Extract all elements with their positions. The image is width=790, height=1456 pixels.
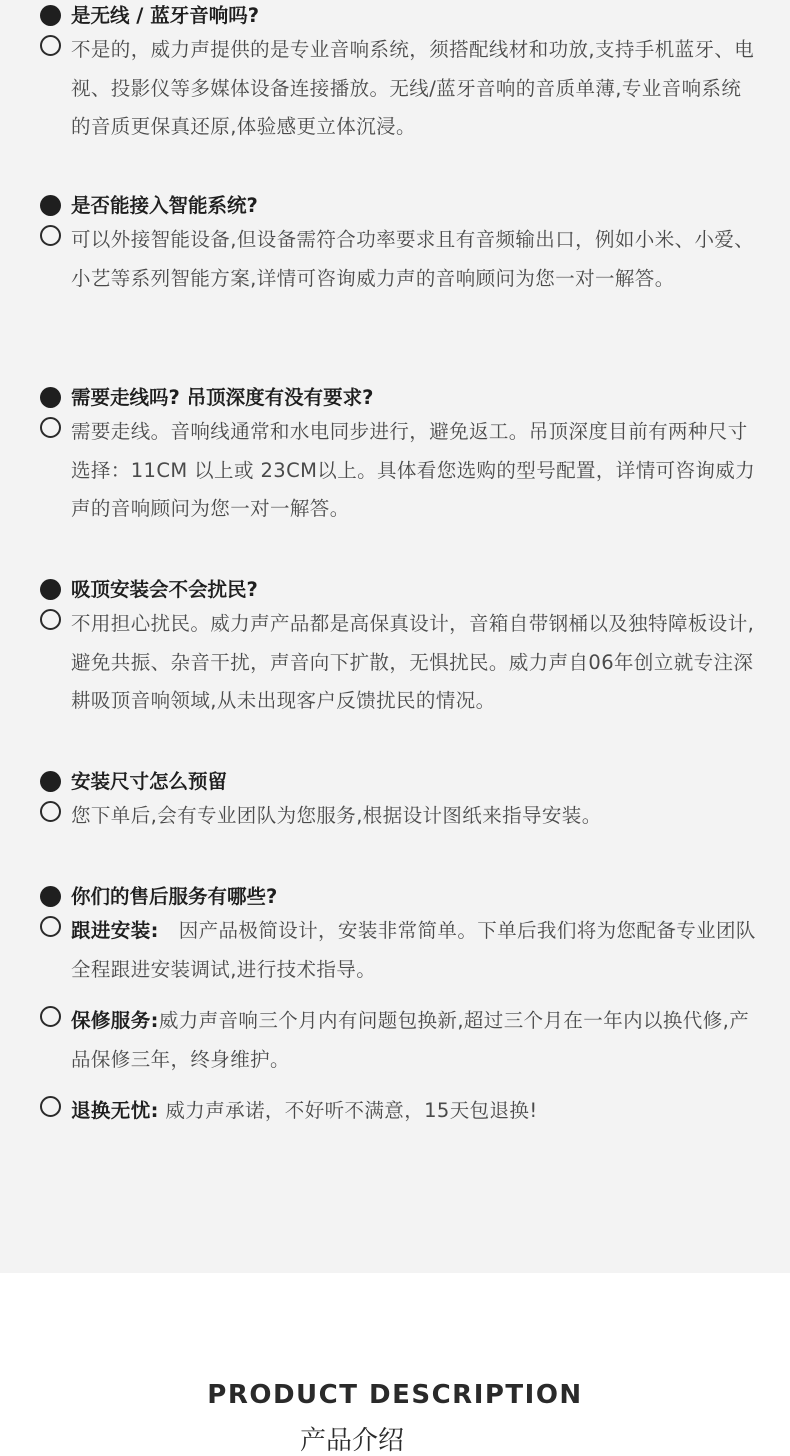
faq-question-row [0,1,790,31]
service-desc: 威力声音响三个月内有问题包换新,超过三个月在一年内以换代修,产品保修三年，终身维护。 [71,1009,750,1071]
hollow-bullet-icon [40,609,61,630]
faq-answer-row [0,221,790,298]
faq-question: 是否能接入智能系统? [71,194,258,217]
hollow-bullet-icon [40,916,61,937]
faq-question-row [0,191,790,221]
service-label: 退换无忧: [71,1099,159,1122]
hollow-bullet-icon [40,1006,61,1027]
hollow-bullet-icon [40,417,61,438]
filled-bullet-icon [40,886,61,907]
faq-item-after-sales [0,882,790,912]
faq-answer-row [0,605,790,721]
service-item-install [0,920,790,989]
service-item-return [0,1100,790,1131]
faq-answer: 不用担心扰民。威力声产品都是高保真设计，音箱自带钢桶以及独特障板设计,避免共振、杂音干扰，声音向下扩散，无惧扰民。威力声自06年创立就专注深耕吸顶音响领域,从未出现客户反馈扰民的情况。 [71,612,755,712]
faq-answer-row [0,912,790,989]
service-item-warranty [0,1010,790,1079]
hollow-bullet-icon [40,801,61,822]
faq-question: 需要走线吗? 吊顶深度有没有要求? [71,386,374,409]
service-text [71,912,761,989]
faq-answer-row [0,797,790,836]
faq-answer-row [0,413,790,529]
faq-answer: 可以外接智能设备,但设备需符合功率要求且有音频输出口，例如小米、小爱、小艺等系列智能方案,详情可咨询威力声的音响顾问为您一对一解答。 [71,228,755,290]
faq-question-row [0,575,790,605]
faq-answer: 需要走线。音响线通常和水电同步进行，避免返工。吊顶深度目前有两种尺寸选择：11CM 以上或 23CM以上。具体看您选购的型号配置，详情可咨询威力声的音响顾问为您一对一解答。 [71,420,756,520]
hollow-bullet-icon [40,1096,61,1117]
service-text [71,1092,761,1131]
faq-question-row [0,882,790,912]
faq-item-install-size [0,767,790,836]
section-heading: PRODUCT DESCRIPTION [207,1380,583,1410]
faq-question: 是无线 / 蓝牙音响吗? [71,4,260,27]
faq-question: 吸顶安装会不会扰民? [71,578,258,601]
faq-question-row [0,767,790,797]
filled-bullet-icon [40,387,61,408]
section-subheading [300,1426,500,1456]
faq-answer-row [0,1092,790,1131]
faq-answer-row [0,1002,790,1079]
faq-answer: 不是的，威力声提供的是专业音响系统，须搭配线材和功放,支持手机蓝牙、电视、投影仪等多媒体设备连接播放。无线/蓝牙音响的音质单薄,专业音响系统的音质更保真还原,体验感更立体沉浸。 [71,38,755,138]
filled-bullet-icon [40,579,61,600]
service-desc: 因产品极简设计，安装非常简单。下单后我们将为您配备专业团队全程跟进安装调试,进行技术指导。 [71,919,756,981]
service-desc: 威力声承诺，不好听不满意，15天包退换! [158,1099,538,1122]
filled-bullet-icon [40,5,61,26]
filled-bullet-icon [40,771,61,792]
faq-item-wiring [0,383,790,529]
service-text [71,1002,761,1079]
service-label: 跟进安装: [71,919,159,942]
faq-answer: 您下单后,会有专业团队为您服务,根据设计图纸来指导安装。 [71,804,602,827]
hollow-bullet-icon [40,35,61,56]
faq-answer-row [0,31,790,147]
faq-question: 你们的售后服务有哪些? [71,885,278,908]
filled-bullet-icon [40,195,61,216]
section-subheading-text: 产品介绍 [300,1426,405,1456]
faq-item-smart-system [0,191,790,298]
service-label: 保修服务: [71,1009,159,1032]
faq-item-noise [0,575,790,721]
faq-question-row [0,383,790,413]
faq-item-wireless [0,1,790,147]
faq-question: 安装尺寸怎么预留 [71,770,228,793]
hollow-bullet-icon [40,225,61,246]
